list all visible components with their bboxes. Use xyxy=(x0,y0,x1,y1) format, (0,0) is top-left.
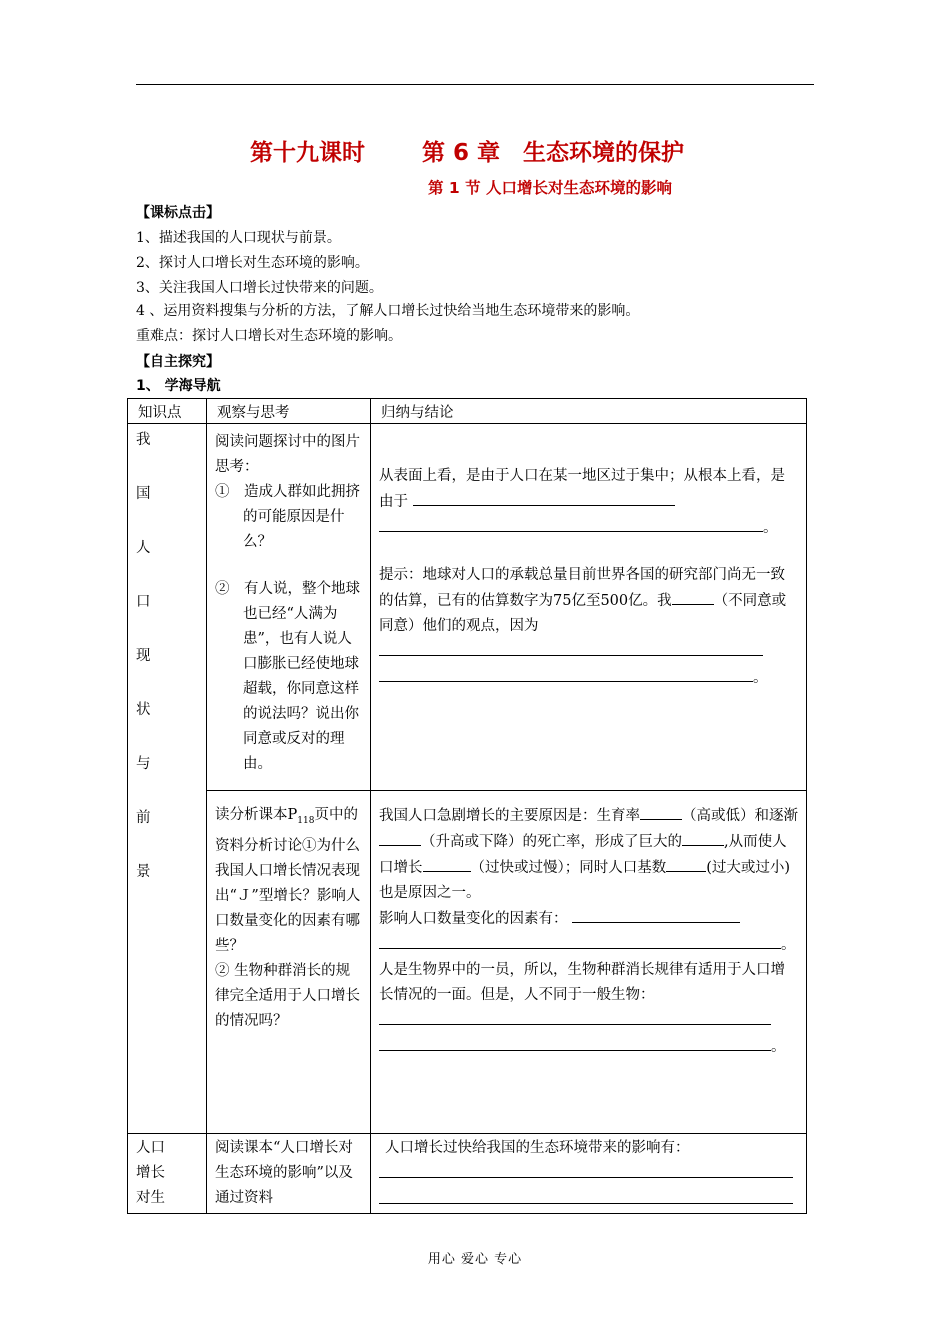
heading-kebiao: 【课标点击】 xyxy=(136,205,220,221)
topic-char: 与 xyxy=(136,756,151,772)
topic-cell xyxy=(128,424,207,1134)
conclude-text: 人口增长过快给我国的生态环境带来的影响有： xyxy=(385,1140,690,1156)
chapter-label: 第 6 章 生态环境的保护 xyxy=(422,140,685,166)
topic-char: 前 xyxy=(136,810,151,826)
answer-blank[interactable] xyxy=(379,515,763,532)
period: 。 xyxy=(763,520,778,536)
answer-blank[interactable] xyxy=(413,489,675,506)
conclude-cell-1 xyxy=(371,424,807,791)
period: 。 xyxy=(771,1039,786,1055)
observe-intro: 阅读问题探讨中的图片思考： xyxy=(215,434,360,475)
conclude-text: （过快或过慢）；同时人口基数 xyxy=(470,860,667,876)
answer-blank[interactable] xyxy=(702,588,714,605)
page-number: 118 xyxy=(297,815,315,826)
table-row xyxy=(128,791,807,1134)
observe-text: 读分析课本P xyxy=(215,807,298,823)
hint-text-2: （不同意或同意）他们的观点，因为 xyxy=(379,593,787,634)
topic-char: 国 xyxy=(136,486,151,502)
topic-char: 景 xyxy=(136,864,151,880)
answer-blank[interactable] xyxy=(423,855,471,872)
objective-2: 2、探讨人口增长对生态环境的影响。 xyxy=(136,255,369,271)
header-conclude: 归纳与结论 xyxy=(371,399,807,424)
topic-char: 我 xyxy=(136,432,151,448)
page-title xyxy=(250,134,685,167)
table-row xyxy=(128,1134,807,1214)
study-table xyxy=(127,398,807,1214)
answer-blank[interactable] xyxy=(379,829,421,846)
section-subtitle: 第 1 节 人口增长对生态环境的影响 xyxy=(428,179,672,197)
lesson-label: 第十九课时 xyxy=(250,140,365,166)
heading-zizhu: 【自主探究】 xyxy=(136,354,220,370)
observe-cell-1 xyxy=(207,424,371,791)
observe-question: ② 生物种群消长的规律完全适用于人口增长的情况吗？ xyxy=(215,962,360,1029)
observe-question: ① 造成人群如此拥挤的可能原因是什么？ xyxy=(215,484,360,550)
table-row xyxy=(128,424,807,791)
observe-text: 页中的资料分析讨论①为什么我国人口增长情况表现出“Ｊ”型增长？影响人口数量变化的因素有哪些？ xyxy=(215,807,361,954)
answer-blank[interactable] xyxy=(682,829,724,846)
answer-blank[interactable] xyxy=(379,1161,793,1178)
conclude-text: （升高或下降）的死亡率，形成了巨大的 xyxy=(421,834,682,850)
conclude-text: (过大或过小)也是原因之一。 xyxy=(379,860,791,901)
objective-1: 1、描述我国的人口现状与前景。 xyxy=(136,230,341,246)
objective-3: 3、关注我国人口增长过快带来的问题。 xyxy=(136,280,383,296)
conclude-text: 从表面上看，是由于人口在某一地区过于集中；从根本上看，是由于 xyxy=(379,468,785,510)
topic-char: 人 xyxy=(136,540,151,556)
conclude-cell-2 xyxy=(371,791,807,1134)
answer-blank[interactable] xyxy=(666,855,706,872)
human-text: 人是生物界中的一员，所以，生物种群消长规律有适用于人口增长情况的一面。但是，人不同于一般生物： xyxy=(379,962,785,1003)
topic-char: 状 xyxy=(136,702,151,718)
answer-blank[interactable] xyxy=(379,932,781,949)
key-points: 重难点：探讨人口增长对生态环境的影响。 xyxy=(136,328,402,344)
answer-blank[interactable] xyxy=(640,803,682,820)
period: 。 xyxy=(753,670,768,686)
answer-blank[interactable] xyxy=(379,665,753,682)
conclude-text: 我国人口急剧增长的主要原因是：生育率 xyxy=(379,808,640,824)
table-header-row xyxy=(128,399,807,424)
subsection-title: 1、 学海导航 xyxy=(136,378,221,394)
answer-blank[interactable] xyxy=(379,639,763,656)
header-observe: 观察与思考 xyxy=(207,399,371,424)
answer-blank[interactable] xyxy=(379,1187,793,1204)
topic-char: 口 xyxy=(136,594,151,610)
answer-blank[interactable] xyxy=(672,588,702,605)
page-footer: 用心 爱心 专心 xyxy=(427,1252,523,1267)
conclude-text: ,从而使人口增长 xyxy=(379,834,787,876)
conclude-cell-3 xyxy=(371,1134,807,1214)
topic-char: 现 xyxy=(136,648,151,664)
answer-blank[interactable] xyxy=(572,906,740,923)
observe-cell-3 xyxy=(207,1134,371,1214)
observe-text: 阅读课本“人口增长对生态环境的影响”以及通过资料 xyxy=(215,1140,353,1206)
topic-text: 人口增长对生 xyxy=(136,1140,165,1206)
conclude-text: （高或低）和逐渐 xyxy=(682,808,798,824)
hint-text: 提示：地球对人口的承载总量目前世界各国的研究部门尚无一致的估算，已有的估算数字为75亿至500亿。我 xyxy=(379,567,785,609)
answer-blank[interactable] xyxy=(379,1034,771,1051)
header-rule xyxy=(136,84,814,85)
observe-question: ② 有人说，整个地球也已经“人满为患”，也有人说人口膨胀已经使地球超载，你同意这样的说法吗？说出你同意或反对的理由。 xyxy=(215,581,360,772)
factors-text: 影响人口数量变化的因素有： xyxy=(379,911,568,927)
answer-blank[interactable] xyxy=(379,1008,771,1025)
observe-cell-2 xyxy=(207,791,371,1134)
header-topic: 知识点 xyxy=(128,399,207,424)
topic-cell-2 xyxy=(128,1134,207,1214)
period: 。 xyxy=(781,937,796,953)
objective-4: 4 、运用资料搜集与分析的方法，了解人口增长过快给当地生态环境带来的影响。 xyxy=(136,303,640,319)
